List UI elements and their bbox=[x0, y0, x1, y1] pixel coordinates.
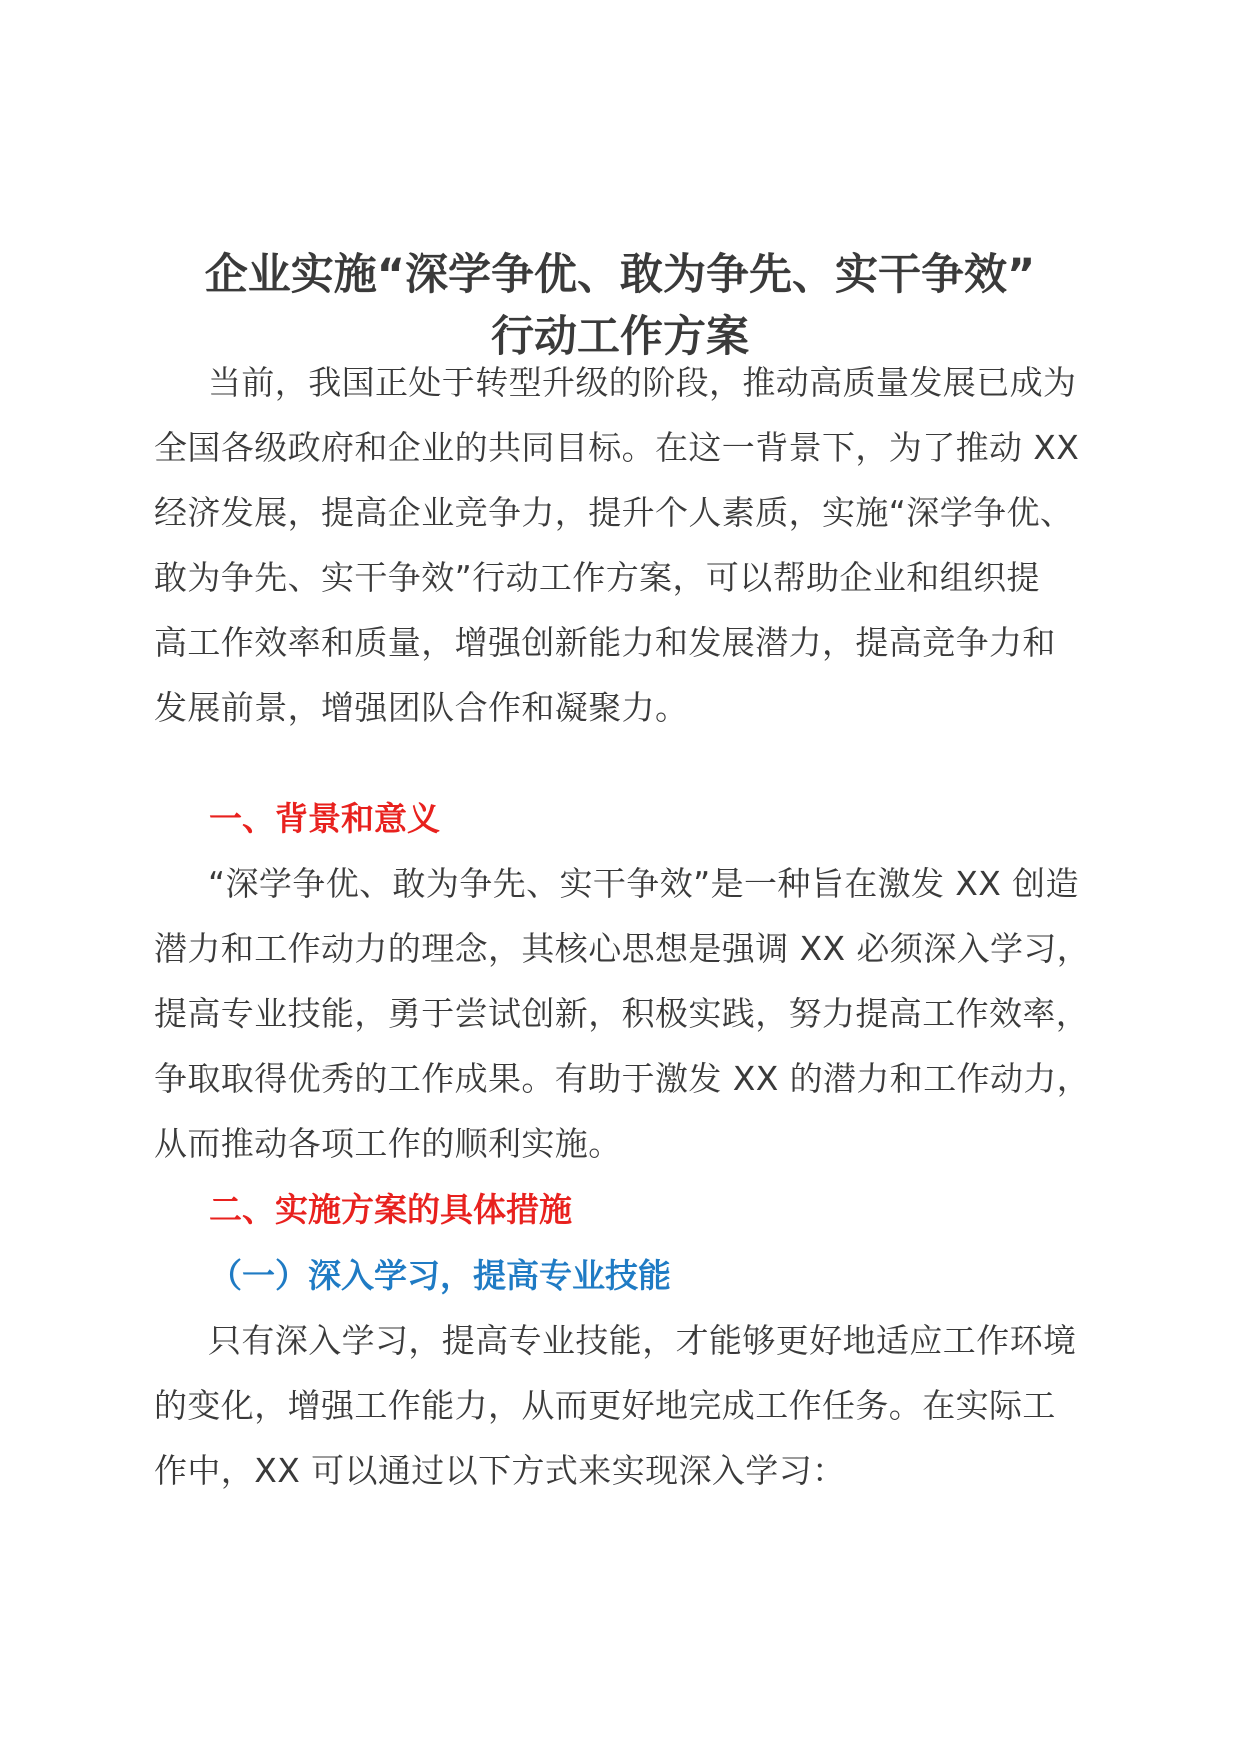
section-1-line: 潜力和工作动力的理念，其核心思想是强调 XX 必须深入学习， bbox=[154, 929, 1091, 968]
intro-line: 发展前景，增强团队合作和凝聚力。 bbox=[154, 688, 689, 727]
intro-paragraph bbox=[154, 350, 1090, 740]
document-title-line-1: 企业实施“深学争优、敢为争先、实干争效” bbox=[204, 250, 1036, 300]
section-1-paragraph bbox=[154, 851, 1090, 1176]
intro-line: 当前，我国正处于转型升级的阶段，推动高质量发展已成为 bbox=[208, 363, 1077, 402]
section-2-line: 的变化，增强工作能力，从而更好地完成工作任务。在实际工 bbox=[154, 1386, 1056, 1425]
section-1-line: 提高专业技能，勇于尝试创新，积极实践，努力提高工作效率， bbox=[154, 994, 1090, 1033]
section-2-heading: 二、实施方案的具体措施 bbox=[209, 1190, 572, 1229]
section-1-line: 争取取得优秀的工作成果。有助于激发 XX 的潜力和工作动力， bbox=[154, 1059, 1091, 1098]
intro-line: 高工作效率和质量，增强创新能力和发展潜力，提高竞争力和 bbox=[154, 623, 1056, 662]
section-2-subheading: （一）深入学习，提高专业技能 bbox=[209, 1256, 671, 1295]
document-title-line-2: 行动工作方案 bbox=[491, 312, 749, 362]
section-2-line: 作中，XX 可以通过以下方式来实现深入学习： bbox=[154, 1451, 846, 1490]
section-2-line: 只有深入学习，提高专业技能，才能够更好地适应工作环境 bbox=[208, 1321, 1077, 1360]
intro-line: 敢为争先、实干争效”行动工作方案，可以帮助企业和组织提 bbox=[154, 558, 1040, 597]
section-2-paragraph bbox=[154, 1308, 1090, 1503]
intro-line: 经济发展，提高企业竞争力，提升个人素质，实施“深学争优、 bbox=[154, 493, 1074, 532]
section-1-heading: 一、背景和意义 bbox=[209, 799, 440, 838]
section-1-line: “深学争优、敢为争先、实干争效”是一种旨在激发 XX 创造 bbox=[208, 864, 1079, 903]
intro-line: 全国各级政府和企业的共同目标。在这一背景下，为了推动 XX bbox=[154, 428, 1080, 467]
section-1-line: 从而推动各项工作的顺利实施。 bbox=[154, 1124, 622, 1163]
